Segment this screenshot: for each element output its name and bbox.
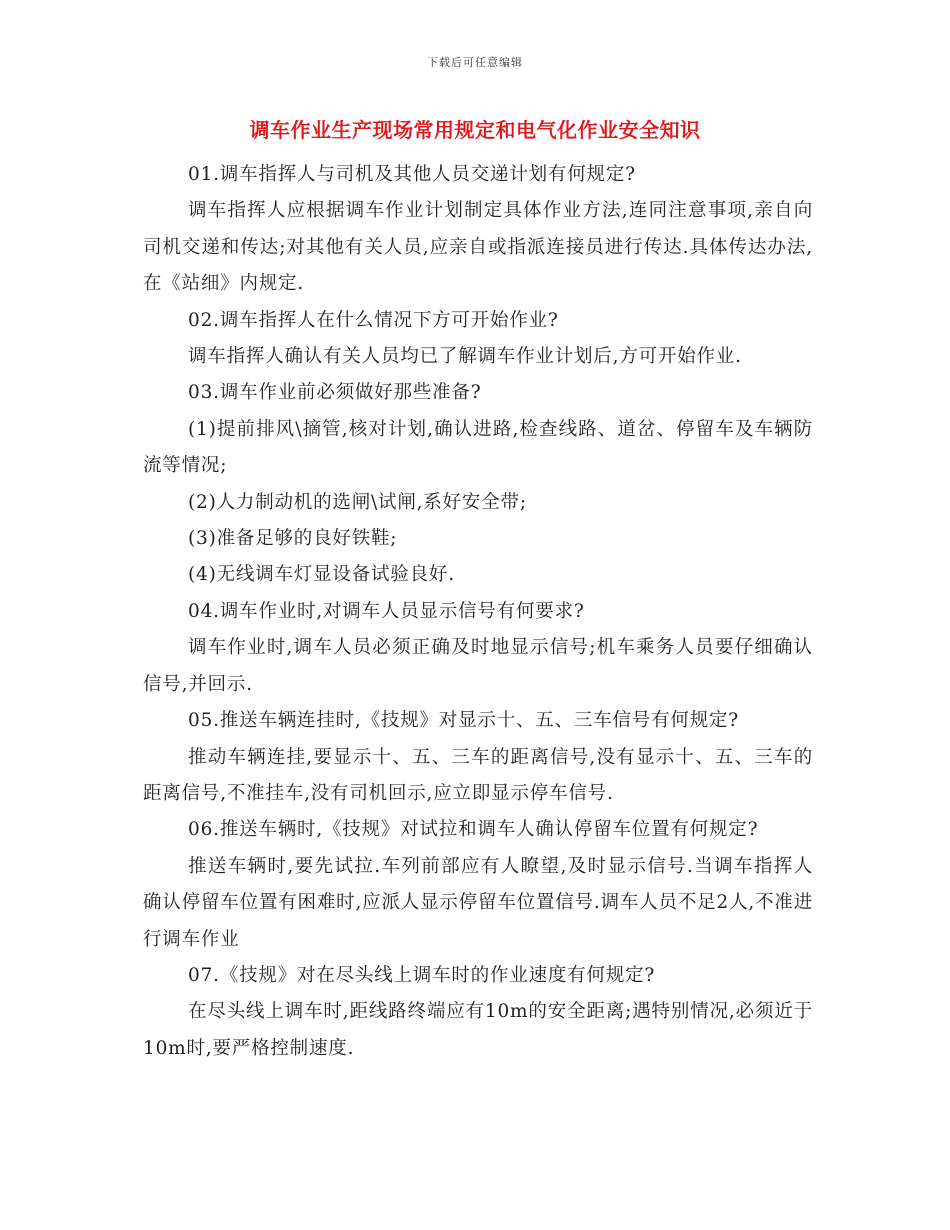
- document-title: 调车作业生产现场常用规定和电气化作业安全知识: [249, 118, 701, 142]
- page-header-note: 下载后可任意编辑: [427, 56, 523, 69]
- answer-06: 推送车辆时,要先试拉.车列前部应有人瞭望,及时显示信号.当调车指挥人确认停留车位置有困难时,应派人显示停留车位置信号.调车人员不足2人,不准进行调车作业: [143, 855, 813, 950]
- answer-03-item-4: (4)无线调车灯显设备试验良好.: [188, 564, 455, 586]
- answer-02: 调车指挥人确认有关人员均已了解调车作业计划后,方可开始作业.: [188, 346, 742, 368]
- answer-03-item-2: (2)人力制动机的选闸\试闸,系好安全带;: [188, 491, 527, 513]
- question-05: 05.推送车辆连挂时,《技规》对显示十、五、三车信号有何规定?: [188, 710, 740, 732]
- question-03: 03.调车作业前必须做好那些准备?: [188, 382, 482, 404]
- question-02: 02.调车指挥人在什么情况下方可开始作业?: [188, 309, 559, 331]
- answer-03-item-1: (1)提前排风\摘管,核对计划,确认进路,检查线路、道岔、停留车及车辆防流等情况;: [143, 418, 813, 477]
- answer-01: 调车指挥人应根据调车作业计划制定具体作业方法,连同注意事项,亲自向司机交递和传达;对其他有关人员,应亲自或指派连接员进行传达.具体传达办法,在《站细》内规定.: [143, 200, 813, 295]
- answer-05: 推动车辆连挂,要显示十、五、三车的距离信号,没有显示十、五、三车的距离信号,不准挂车,没有司机回示,应立即显示停车信号.: [143, 746, 813, 804]
- answer-04: 调车作业时,调车人员必须正确及时地显示信号;机车乘务人员要仔细确认信号,并回示.: [143, 637, 813, 695]
- answer-07: 在尽头线上调车时,距线路终端应有10m的安全距离;遇特别情况,必须近于10m时,要严格控制速度.: [143, 1001, 813, 1059]
- answer-03-item-3: (3)准备足够的良好铁鞋;: [188, 528, 398, 550]
- question-07: 07.《技规》对在尽头线上调车时的作业速度有何规定?: [188, 964, 656, 986]
- question-06: 06.推送车辆时,《技规》对试拉和调车人确认停留车位置有何规定?: [188, 819, 759, 841]
- document-body: [143, 157, 813, 1067]
- question-01: 01.调车指挥人与司机及其他人员交递计划有何规定?: [188, 164, 636, 185]
- question-04: 04.调车作业时,对调车人员显示信号有何要求?: [188, 600, 585, 622]
